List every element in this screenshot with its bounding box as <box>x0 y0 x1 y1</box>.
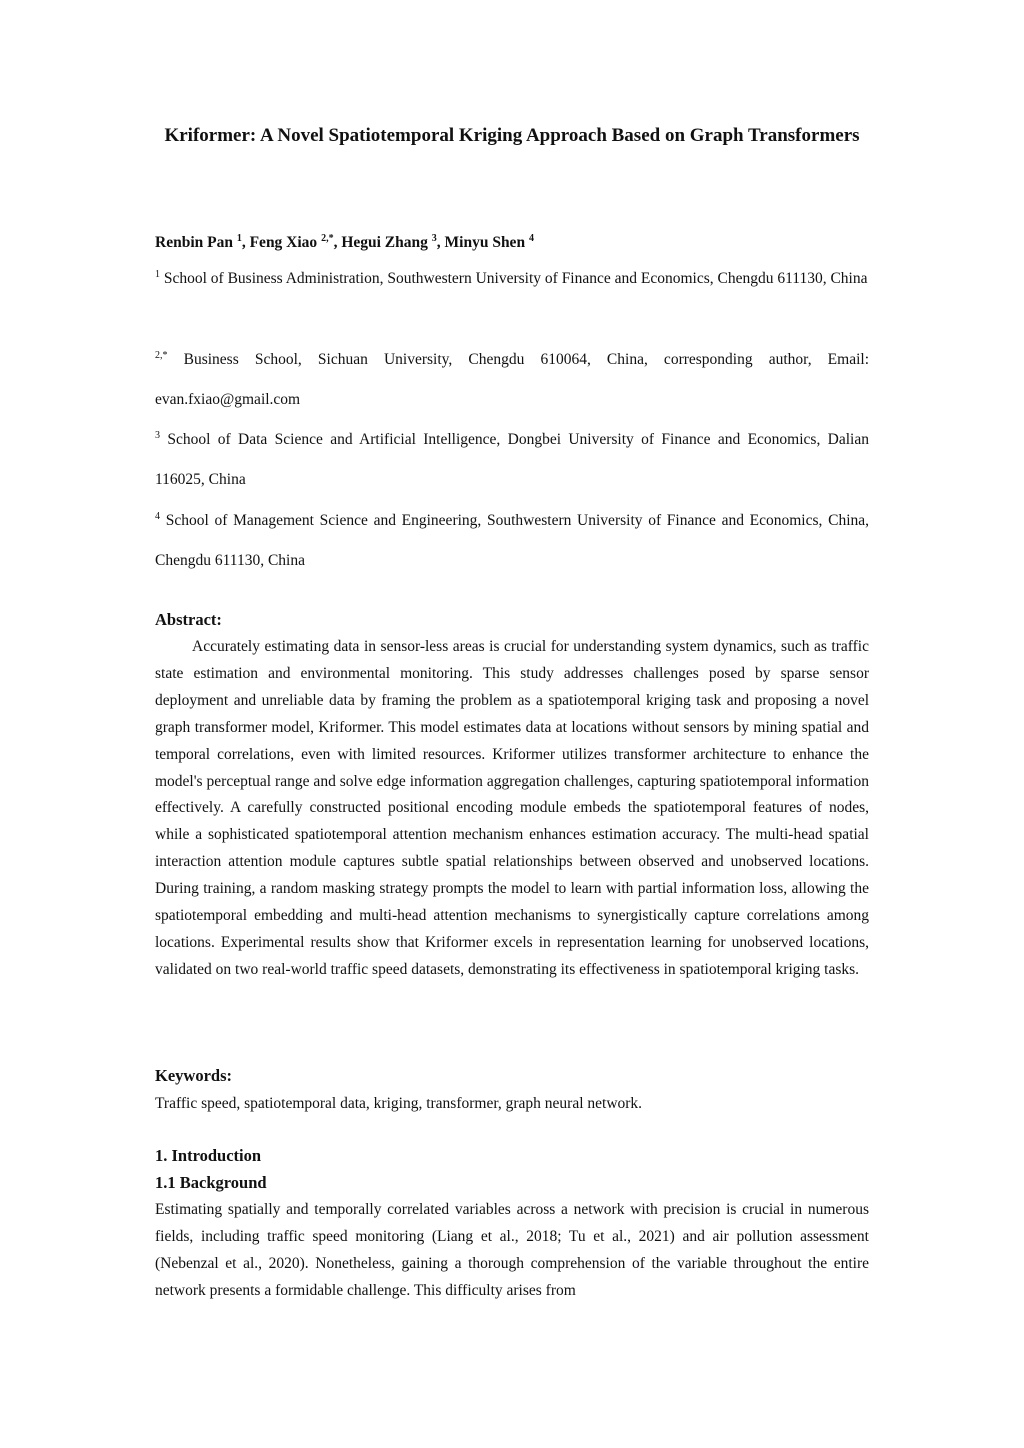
author-name: Feng Xiao <box>249 234 318 251</box>
abstract-heading: Abstract: <box>155 610 222 629</box>
author-name: Hegui Zhang <box>341 234 428 251</box>
author-name: Minyu Shen <box>444 234 526 251</box>
abstract-text: Accurately estimating data in sensor-less areas is crucial for understanding system dynamics, such as traffic state estimation and environmental monitoring. This study addresses challenges posed by sparse sensor deployment and unreliable data by framing the problem as a spatiotemporal kriging task and proposing a novel graph transformer model, Kriformer. This model estimates data at locations without sensors by mining spatial and temporal correlations, even with limited resources. Kriformer utilizes transformer architecture to enhance the model's perceptual range and solve edge information aggregation challenges, capturing spatiotemporal information effectively. A carefully constructed positional encoding module embeds the spatiotemporal features of nodes, while a sophisticated spatiotemporal attention mechanism enhances estimation accuracy. The multi-head spatial interaction attention module captures subtle spatial relationships between observed and unobserved locations. During training, a random masking strategy prompts the model to learn with partial information loss, allowing the spatiotemporal embedding and multi-head attention mechanisms to synergistically capture correlations among locations. Experimental results show that Kriformer excels in representation learning for unobserved locations, validated on two real-world traffic speed datasets, demonstrating its effectiveness in spatiotemporal kriging tasks. <box>155 638 869 978</box>
section-heading: 1. Introduction <box>155 1146 262 1165</box>
paper-title: Kriformer: A Novel Spatiotemporal Kriging Approach Based on Graph Transformers <box>164 125 860 146</box>
affiliation-text: Business School, Sichuan University, Chengdu 610064, China, corresponding author, Email: evan.fxiao@gmail.com <box>155 351 870 408</box>
affiliation-mark: 1 <box>155 269 160 280</box>
author-affiliation-mark: 4 <box>528 233 534 244</box>
author-affiliation-mark: 2,* <box>321 233 334 244</box>
author-list: Renbin Pan $^1$, Feng Xiao $^{2,*}$, Hegui Zhang $^3$, Minyu Shen $^4$ <box>155 233 534 251</box>
affiliation <box>155 420 869 500</box>
author-affiliation-mark: 3 <box>431 233 437 244</box>
affiliation <box>155 501 869 581</box>
author-affiliation-mark: 1 <box>236 233 242 244</box>
affiliation-text: School of Management Science and Engineering, Southwestern University of Finance and Economics, China, Chengdu 611130, China <box>155 512 869 569</box>
affiliation-text: School of Business Administration, Southwestern University of Finance and Economics, Chengdu 611130, China <box>163 270 868 287</box>
subsection-heading: 1.1 Background <box>155 1173 267 1192</box>
intro-text: Estimating spatially and temporally correlated variables across a network with precision is crucial in numerous fields, including traffic speed monitoring (Liang et al., 2018; Tu et al., 2021) and air pollution assessment (Nebenzal et al., 2020). Nonetheless, gaining a thorough comprehension of the variable throughout the entire network presents a formidable challenge. This difficulty arises from <box>155 1201 869 1299</box>
affiliation-text: School of Data Science and Artificial Intelligence, Dongbei University of Finance and Economics, Dalian 116025, China <box>155 431 869 488</box>
affiliation <box>155 340 869 420</box>
keywords-heading: Keywords: <box>155 1066 232 1085</box>
affiliation-mark: 4 <box>155 511 160 522</box>
affiliation-mark: 2,* <box>155 350 168 361</box>
author-name: Renbin Pan <box>155 234 233 251</box>
affiliation <box>155 259 869 299</box>
affiliation-mark: 3 <box>155 430 160 441</box>
keywords-text: Traffic speed, spatiotemporal data, kriging, transformer, graph neural network. <box>155 1095 643 1112</box>
